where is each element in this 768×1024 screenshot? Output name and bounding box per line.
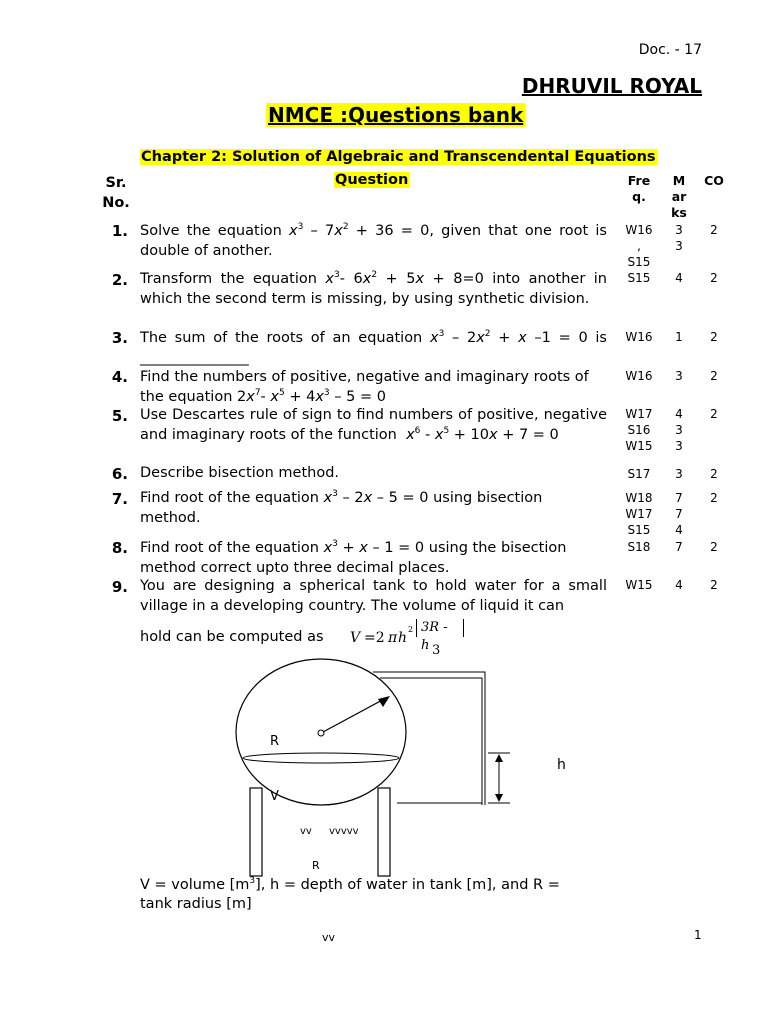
formula-numerator: 3R - h — [416, 619, 464, 637]
question-text: Use Descartes rule of sign to find numbers of positive, negative and imaginary roots of the function $x^6 - x^5 + 10x + 7 = 0$ — [140, 407, 607, 443]
question-number: 9. — [111, 578, 128, 596]
question-freq: W16 , S15 — [625, 223, 653, 269]
question-text: Find root of the equation $x^3 + x - 1 = 0$ using the bisection method correct upto three decimal places. — [140, 539, 567, 576]
question-marks: 7 7 4 — [675, 491, 683, 537]
h-arrow-down — [495, 794, 503, 802]
page-title: NMCE :Questions bank — [268, 103, 524, 127]
question-co: 2 — [710, 330, 718, 344]
label-vvvvv: vvvvv — [329, 826, 359, 837]
question-text: The sum of the roots of an equation $x^3 - 2x^2 + x$ –1 = 0 is _______________ — [140, 329, 607, 366]
label-radius-bottom: R — [312, 859, 320, 872]
doc-number: Doc. - 17 — [638, 42, 702, 58]
formula-pi: π — [388, 630, 398, 646]
question-co: 2 — [710, 369, 718, 383]
radius-arrowhead — [378, 696, 390, 707]
question-number: 6. — [111, 465, 128, 483]
h-arrow-up — [495, 754, 503, 762]
q9-caption: tank radius [m] — [140, 896, 252, 912]
question-text: Solve the equation $x^3 - 7x^2 + 36 = 0$, given that one root is double of another. — [140, 222, 607, 259]
label-height: h — [557, 757, 566, 773]
question-freq: W16 — [625, 369, 653, 383]
chapter-title: Chapter 2: Solution of Algebraic and Transcendental Equations — [141, 149, 656, 165]
question-text: Find the numbers of positive, negative and imaginary roots of the equation $2x^7-$ $x^5 + 4x^3 - 5 = 0$ — [140, 369, 589, 405]
question-marks: 4 3 3 — [675, 407, 683, 453]
question-co: 2 — [710, 491, 718, 505]
question-freq: W16 — [625, 330, 653, 344]
question-marks: 1 — [675, 330, 683, 344]
question-freq: W15 — [625, 578, 653, 592]
question-text: You are designing a spherical tank to hold water for a small village in a developing country. The volume of liquid it can — [140, 578, 607, 614]
question-number: 7. — [111, 490, 128, 508]
header-marks: M ar ks — [671, 173, 687, 220]
question-number: 3. — [111, 329, 128, 347]
question-text: Find root of the equation $x^3 - 2x - 5 = 0$ using bisection method. — [140, 489, 543, 526]
question-text: Transform the equation $x^3-$ $6x^2 + 5x + 8=0$ into another in which the second term is missing, by using synthetic division. — [140, 270, 607, 307]
question-marks: 3 — [675, 467, 683, 481]
water-surface — [243, 753, 399, 763]
formula-equals: =2 — [364, 630, 385, 646]
question-freq: W17 S16 W15 — [625, 407, 653, 453]
question-co: 2 — [710, 467, 718, 481]
header-question: Question — [335, 172, 409, 188]
label-radius: R — [270, 734, 280, 749]
formula-h: h — [398, 630, 408, 646]
question-co: 2 — [710, 407, 718, 421]
question-freq: W18 W17 S15 — [625, 491, 653, 537]
question-number: 4. — [111, 368, 128, 386]
dimension-outer-line — [373, 672, 485, 805]
center-point — [318, 730, 324, 736]
header-co: CO — [704, 173, 724, 188]
footer-text: vv — [322, 931, 336, 944]
q9-variables-text: V = volume $[m^3]$, h = depth of water in tank [m], and R = — [140, 876, 560, 893]
formula-v: V — [350, 630, 361, 646]
question-co: 2 — [710, 271, 718, 285]
spherical-tank-diagram — [220, 650, 550, 890]
author-name: DHRUVIL ROYAL — [521, 74, 702, 98]
question-number: 1. — [111, 222, 128, 240]
question-freq: S18 — [627, 540, 651, 554]
header-freq: Fre q. — [627, 173, 651, 204]
question-marks: 3 3 — [675, 223, 683, 253]
header-sr-no: Sr. No. — [102, 175, 130, 211]
question-marks: 4 — [675, 271, 683, 285]
question-co: 2 — [710, 540, 718, 554]
question-co: 2 — [710, 223, 718, 237]
question-number: 2. — [111, 271, 128, 289]
page-number: 1 — [694, 928, 702, 942]
question-number: 8. — [111, 539, 128, 557]
label-volume: V — [270, 789, 279, 804]
left-leg — [250, 788, 262, 876]
question-marks: 7 — [675, 540, 683, 554]
question-marks: 3 — [675, 369, 683, 383]
formula-exponent: 2 — [408, 625, 414, 634]
right-leg — [378, 788, 390, 876]
question-co: 2 — [710, 578, 718, 592]
question-freq: S17 — [627, 467, 651, 481]
question-text: Describe bisection method. — [140, 465, 340, 481]
label-vv: vv — [300, 826, 312, 837]
question-freq: S15 — [627, 271, 651, 285]
formula-denominator: 3 — [432, 643, 441, 658]
question-number: 5. — [111, 407, 128, 425]
question-marks: 4 — [675, 578, 683, 592]
q9-hold-text: hold can be computed as — [140, 629, 324, 645]
radius-line — [323, 698, 386, 732]
